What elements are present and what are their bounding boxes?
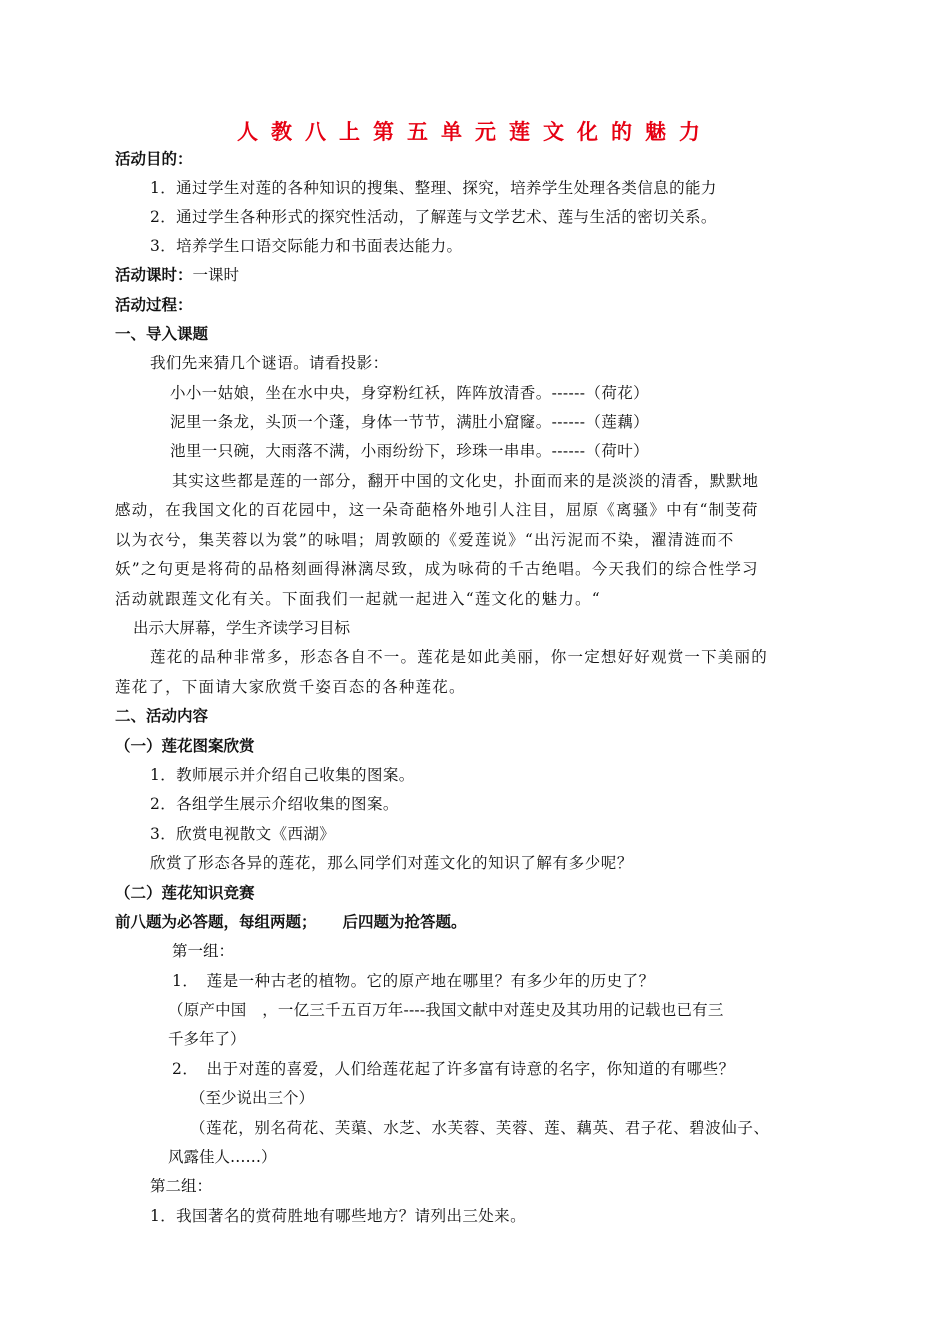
section2-heading: 二、活动内容: [115, 707, 209, 725]
time-row: [115, 265, 239, 285]
question: 2． 出于对莲的喜爱，人们给莲花起了许多富有诗意的名字，你知道的有哪些？: [172, 1060, 735, 1078]
document-title: 人教八上第五单元莲文化的魅力: [237, 120, 713, 144]
riddle: 小小一姑娘，坐在水中央，身穿粉红袄，阵阵放清香。------（荷花）: [170, 384, 650, 402]
sub1-heading: （一）莲花图案欣赏: [115, 737, 255, 755]
contest-rules: [115, 912, 467, 932]
riddle: 池里一只碗，大雨落不满，小雨纷纷下，珍珠一串串。------（荷叶）: [170, 442, 650, 460]
goal-item: 3．培养学生口语交际能力和书面表达能力。: [150, 237, 463, 255]
question: 1．我国著名的赏荷胜地有哪些地方？请列出三处来。: [150, 1207, 526, 1225]
sub1-item: 2．各组学生展示介绍收集的图案。: [150, 795, 399, 813]
time-label: 活动课时：: [115, 266, 193, 284]
section1-intro: 我们先来猜几个谜语。请看投影：: [150, 354, 389, 372]
rule-required: 前八题为必答题，每组两题；: [115, 913, 317, 931]
group2-label: 第二组：: [150, 1177, 213, 1195]
paragraph-line: 莲花的品种非常多，形态各自不一。莲花是如此美丽，你一定想好好观赏一下美丽的: [150, 648, 768, 666]
sub1-item: 3．欣赏电视散文《西湖》: [150, 825, 336, 843]
sub2-heading: （二）莲花知识竞赛: [115, 884, 255, 902]
answer-line: （莲花，别名荷花、芙蕖、水芝、水芙蓉、芙蓉、莲、藕英、君子花、碧波仙子、: [190, 1119, 770, 1137]
screen-note: 出示大屏幕，学生齐读学习目标: [133, 619, 351, 637]
paragraph-line: 感动，在我国文化的百花园中，这一朵奇葩格外地引人注目，屈原《离骚》中有“制芰荷: [115, 501, 759, 519]
answer-line: 风露佳人……）: [168, 1148, 277, 1166]
riddle: 泥里一条龙，头顶一个蓬，身体一节节，满肚小窟窿。------（莲藕）: [170, 413, 650, 431]
paragraph-line: 其实这些都是莲的一部分，翻开中国的文化史，扑面而来的是淡淡的清香，默默地: [172, 472, 759, 490]
question: 1． 莲是一种古老的植物。它的原产地在哪里？有多少年的历史了？: [172, 972, 655, 990]
rule-rush: 后四题为抢答题。: [342, 913, 467, 931]
sub1-closing: 欣赏了形态各异的莲花，那么同学们对莲文化的知识了解有多少呢？: [150, 854, 634, 872]
answer-line: 千多年了）: [168, 1030, 246, 1048]
paragraph-line: 活动就跟莲文化有关。下面我们一起就一起进入“莲文化的魅力。“: [115, 590, 601, 608]
goal-item: 2．通过学生各种形式的探究性活动，了解莲与文学艺术、莲与生活的密切关系。: [150, 208, 717, 226]
goal-item: 1．通过学生对莲的各种知识的搜集、整理、探究，培养学生处理各类信息的能力: [150, 179, 717, 197]
paragraph-line: 以为衣兮，集芙蓉以为裳”的咏唱；周敦颐的《爱莲说》“出污泥而不染，濯清涟而不: [115, 531, 735, 549]
paragraph-line: 莲花了，下面请大家欣赏千姿百态的各种莲花。: [115, 678, 466, 696]
question-note: （至少说出三个）: [190, 1089, 315, 1107]
group1-label: 第一组：: [172, 942, 235, 960]
section1-heading: 一、导入课题: [115, 325, 209, 343]
time-value: 一课时: [192, 266, 240, 284]
goal-heading: 活动目的：: [115, 150, 193, 168]
paragraph-line: 妖”之句更是将荷的品格刻画得淋漓尽致，成为咏荷的千古绝唱。今天我们的综合性学习: [115, 560, 759, 578]
process-heading: 活动过程：: [115, 296, 193, 314]
sub1-item: 1．教师展示并介绍自己收集的图案。: [150, 766, 415, 784]
answer-line: （原产中国 ，一亿三千五百万年----我国文献中对莲史及其功用的记载也已有三: [168, 1001, 724, 1019]
